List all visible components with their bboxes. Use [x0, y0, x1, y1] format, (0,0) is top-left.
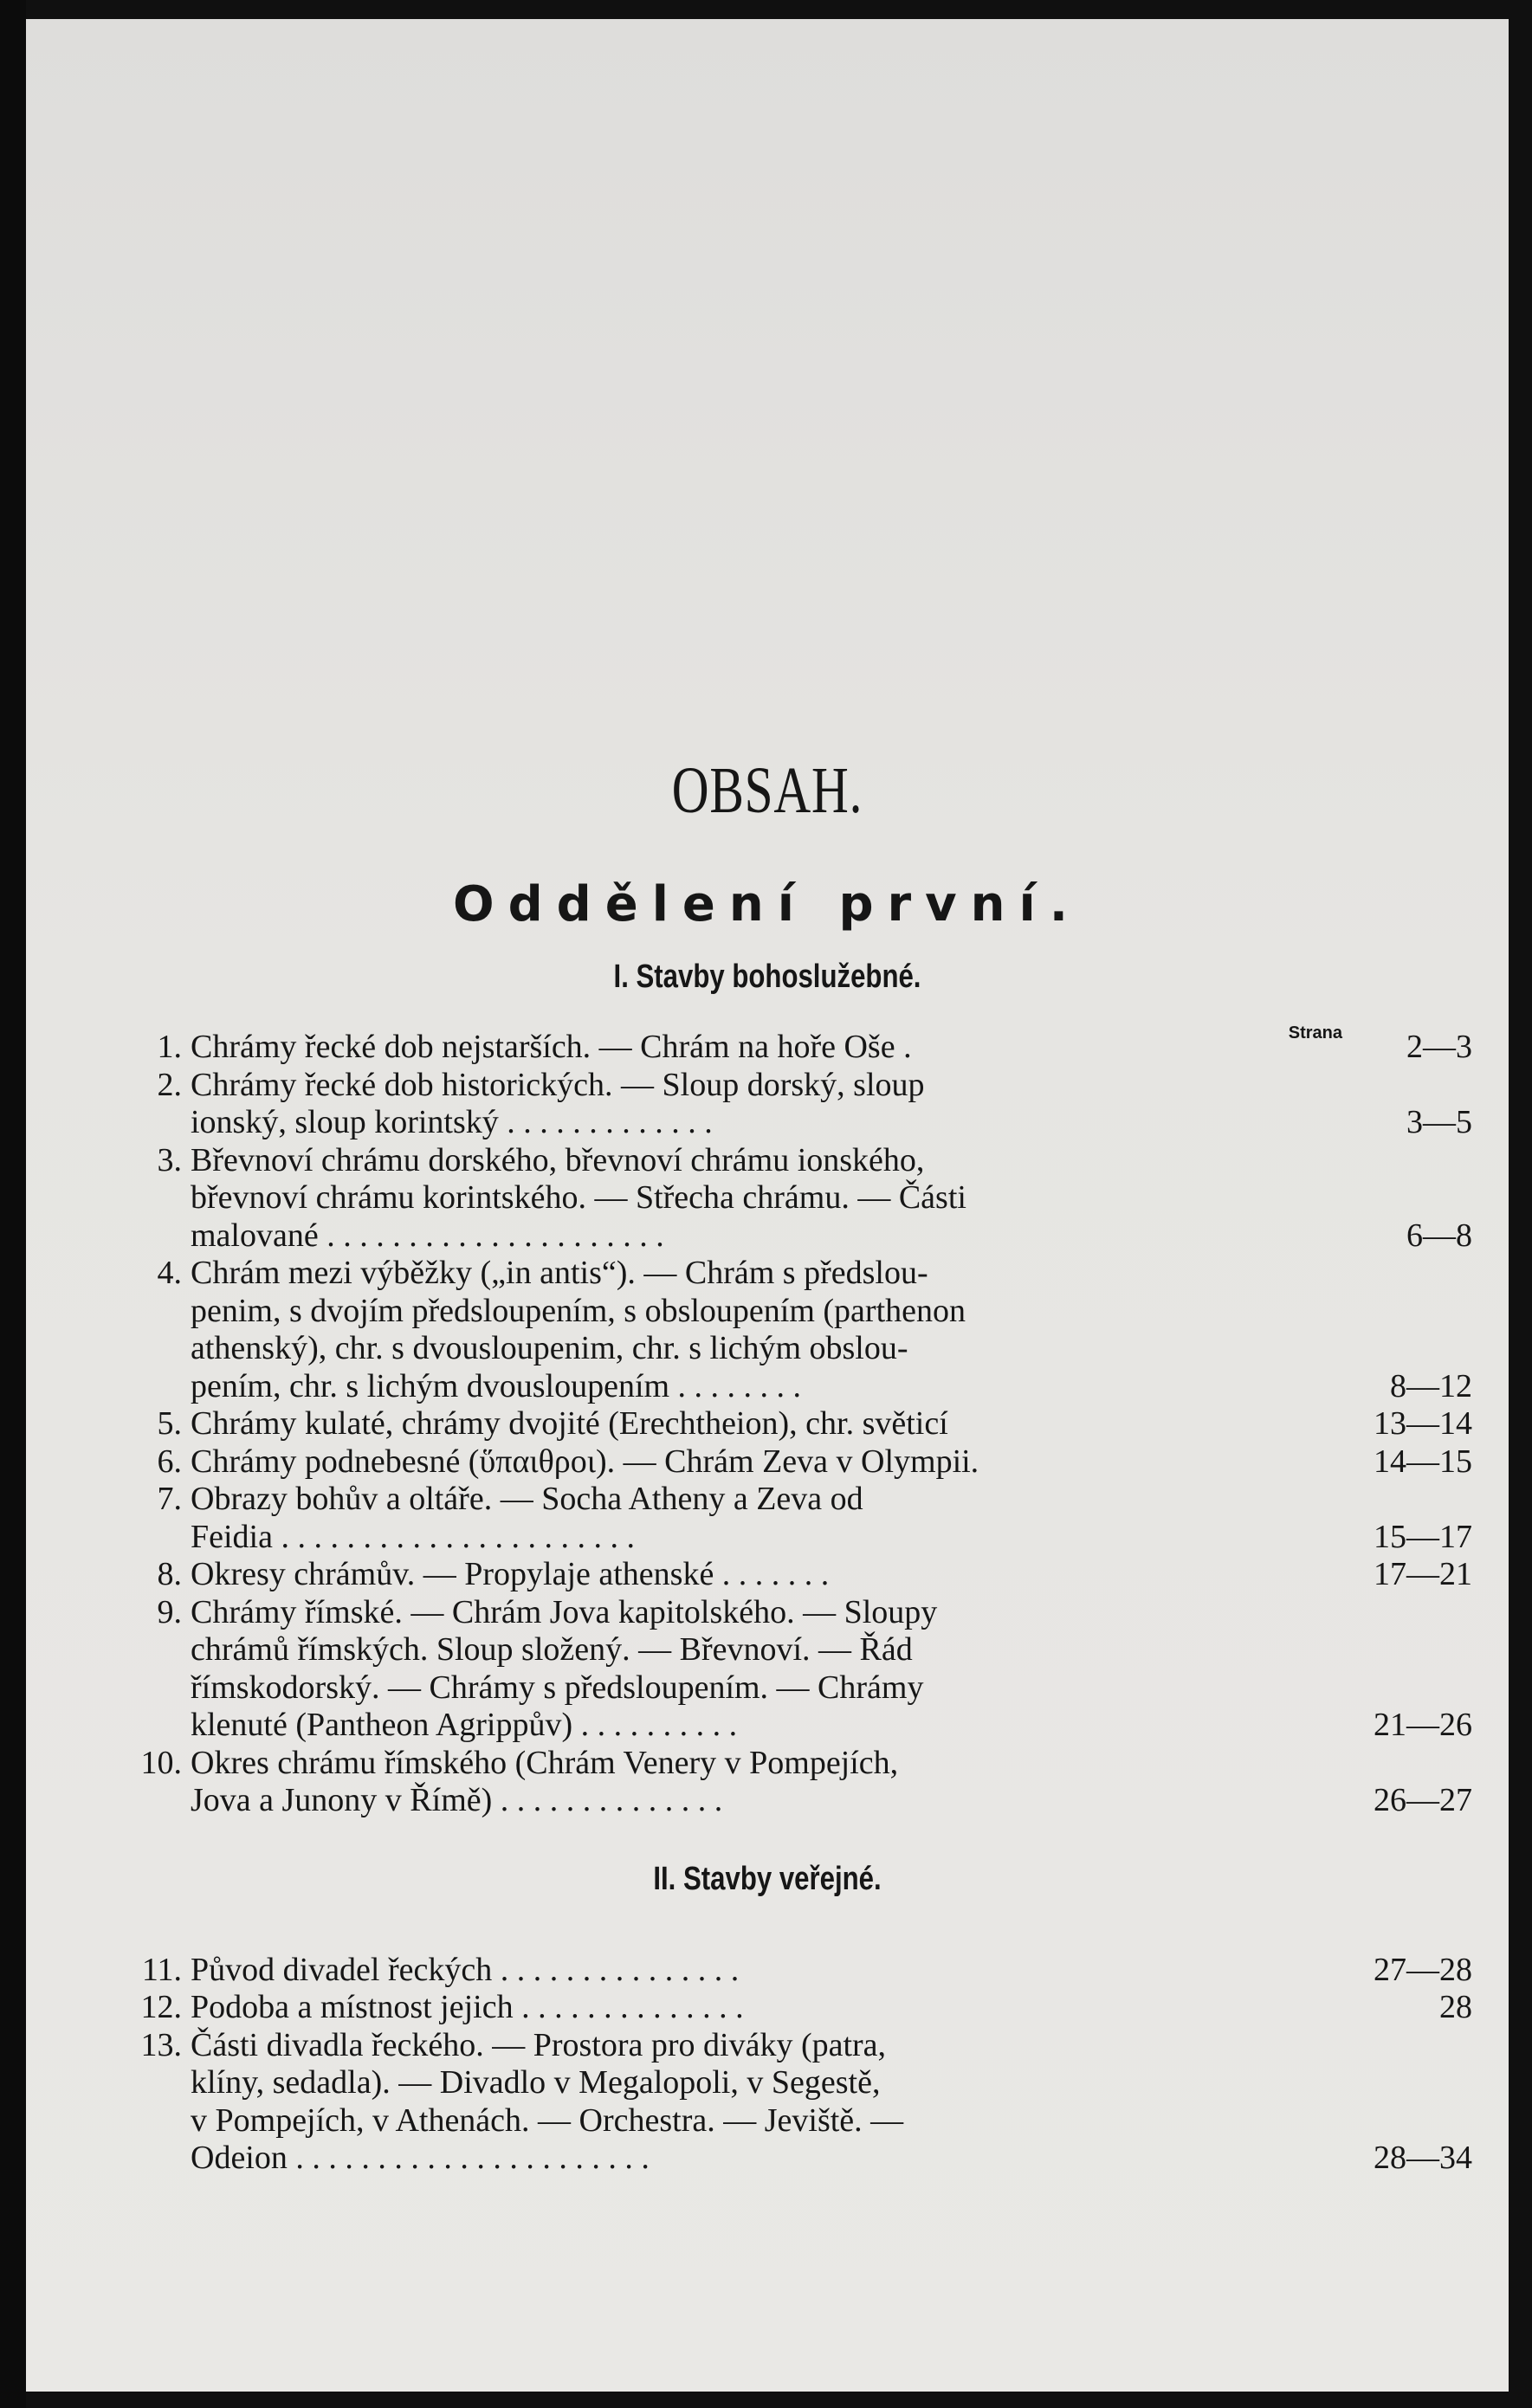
entry-text: v Pompejích, v Athenách. — Orchestra. — Jeviště. —: [191, 2101, 904, 2139]
entry-text: Chrámy podnebesné (ὕπαιθροι). — Chrám Zeva v Olympii.: [191, 1443, 979, 1480]
entry-text: Chrám mezi výběžky („in antis“). — Chrám s předslou-: [191, 1255, 928, 1291]
entry-text: římskodorský. — Chrámy s předsloupením. — Chrámy: [191, 1669, 924, 1706]
entry-line: [191, 1556, 1472, 1594]
entry-number: 9.: [157, 1593, 182, 1630]
part-entries: [26, 1029, 1509, 1820]
entry-number: 5.: [157, 1405, 182, 1442]
strana-label: Strana: [1288, 1023, 1342, 1043]
entry-line: [191, 1067, 1342, 1105]
entry-number: 1.: [157, 1029, 182, 1065]
page-range: 13—14: [1374, 1405, 1472, 1442]
toc-entry: [157, 1029, 1472, 1067]
entry-line: [191, 2027, 1342, 2065]
page-range: 27—28: [1374, 1951, 1472, 1988]
entry-text: klíny, sedadla). — Divadlo v Megalopoli, v Segestě,: [191, 2064, 881, 2101]
entry-line: [191, 2140, 1472, 2178]
toc-entry: [157, 1443, 1472, 1482]
entry-line: [191, 1518, 1472, 1557]
entry-text: pením, chr. s lichým dvousloupením . . . . . . . .: [191, 1367, 802, 1404]
page-title: OBSAH.: [671, 754, 863, 827]
part-heading: I. Stavby bohoslužebné.: [613, 959, 921, 995]
entry-text: Původ divadel řeckých . . . . . . . . . . . . . . .: [191, 1951, 740, 1988]
entry-line: [191, 1293, 1342, 1331]
entry-line: [191, 1989, 1472, 2027]
entry-number: 4.: [157, 1255, 182, 1291]
entry-line: [191, 1179, 1342, 1217]
toc-entry: [157, 1255, 1472, 1405]
entry-number: 11.: [141, 1951, 182, 1988]
toc-entry: [140, 2026, 1472, 2178]
book-binding-edge: [0, 0, 26, 2408]
toc-entry: [157, 1141, 1472, 1256]
page-range: 3—5: [1406, 1104, 1472, 1140]
entry-text: klenuté (Pantheon Agrippův) . . . . . . . . . .: [191, 1707, 738, 1743]
page-range: 6—8: [1406, 1217, 1472, 1254]
entry-number: 8.: [157, 1556, 182, 1592]
entry-text: Okres chrámu římského (Chrám Venery v Pompejích,: [191, 1744, 899, 1781]
page-range: 8—12: [1390, 1367, 1472, 1404]
entry-text: malované . . . . . . . . . . . . . . . . . . . . .: [191, 1217, 664, 1254]
entry-line: [191, 1669, 1342, 1708]
entry-number: 2.: [157, 1066, 182, 1103]
entry-line: [191, 1255, 1342, 1293]
toc-entry: [157, 1066, 1472, 1142]
entry-line: [191, 1745, 1342, 1783]
table-of-contents: [26, 954, 1509, 2178]
entry-text: Feidia . . . . . . . . . . . . . . . . . . . . . .: [191, 1518, 635, 1555]
entry-line: [191, 2064, 1342, 2102]
entry-line: [191, 1142, 1342, 1180]
entry-number: 12.: [140, 1989, 182, 2025]
entry-text: Jova a Junony v Římě) . . . . . . . . . . . . . .: [191, 1782, 723, 1818]
entry-text: penim, s dvojím předsloupením, s obsloupením (parthenon: [191, 1292, 966, 1329]
page-range: 26—27: [1374, 1782, 1472, 1818]
entry-line: [191, 1594, 1342, 1632]
part-entries: [26, 1952, 1509, 2178]
entry-line: [191, 1405, 1472, 1443]
entry-text: Chrámy řecké dob nejstarších. — Chrám na hoře Oše .: [191, 1029, 912, 1065]
toc-entry: [140, 1744, 1472, 1820]
section-title: Oddělení první.: [452, 876, 1083, 933]
page-range: 28: [1439, 1989, 1472, 2025]
toc-entry: [140, 1989, 1472, 2027]
entry-text: Chrámy římské. — Chrám Jova kapitolského. — Sloupy: [191, 1593, 938, 1630]
entry-number: 10.: [140, 1744, 182, 1781]
entry-text: chrámů římských. Sloup složený. — Břevnoví. — Řád: [191, 1631, 913, 1668]
page-range: 17—21: [1374, 1556, 1472, 1592]
entry-line: [191, 1217, 1472, 1256]
entry-line: [191, 1029, 1472, 1067]
page-range: 21—26: [1374, 1707, 1472, 1743]
page-range: 2—3: [1406, 1029, 1472, 1065]
entry-number: 6.: [157, 1443, 182, 1480]
entry-line: [191, 1104, 1472, 1142]
toc-entry: [157, 1593, 1472, 1745]
entry-line: [191, 1631, 1342, 1669]
entry-text: athenský), chr. s dvousloupenim, chr. s lichým obslou-: [191, 1330, 908, 1366]
entry-text: Odeion . . . . . . . . . . . . . . . . . . . . . .: [191, 2140, 650, 2176]
toc-entry: [157, 1405, 1472, 1443]
part-heading: II. Stavby veřejné.: [653, 1860, 882, 1897]
entry-text: Chrámy kulaté, chrámy dvojité (Erechtheion), chr. světicí: [191, 1405, 948, 1442]
toc-entry: [157, 1556, 1472, 1594]
entry-line: [191, 1367, 1472, 1406]
entry-text: Podoba a místnost jejich . . . . . . . . . . . . . .: [191, 1989, 744, 2025]
entry-text: břevnoví chrámu korintského. — Střecha chrámu. — Části: [191, 1179, 966, 1216]
page-range: 28—34: [1374, 2140, 1472, 2176]
entry-text: Okresy chrámův. — Propylaje athenské . . . . . . .: [191, 1556, 830, 1592]
entry-number: 13.: [140, 2026, 182, 2063]
column-header-row: [26, 999, 1509, 1043]
page-range: 15—17: [1374, 1518, 1472, 1555]
entry-number: 7.: [157, 1481, 182, 1517]
entry-line: [191, 1782, 1472, 1820]
toc-entry: [141, 1951, 1472, 1990]
entry-line: [191, 2102, 1342, 2140]
entry-text: ionský, sloup korintský . . . . . . . . . . . . .: [191, 1104, 713, 1140]
entry-line: [191, 1481, 1342, 1519]
entry-number: 3.: [157, 1141, 182, 1178]
entry-line: [191, 1707, 1472, 1745]
entry-text: Chrámy řecké dob historických. — Sloup dorský, sloup: [191, 1066, 925, 1103]
entry-line: [191, 1951, 1472, 1990]
entry-text: Břevnoví chrámu dorského, břevnoví chrámu ionského,: [191, 1141, 925, 1178]
document-page: [26, 19, 1509, 2392]
entry-line: [191, 1443, 1472, 1482]
entry-text: Části divadla řeckého. — Prostora pro diváky (patra,: [191, 2026, 887, 2063]
toc-entry: [157, 1481, 1472, 1556]
entry-text: Obrazy bohův a oltáře. — Socha Atheny a Zeva od: [191, 1481, 863, 1517]
entry-line: [191, 1330, 1342, 1368]
page-range: 14—15: [1374, 1443, 1472, 1480]
